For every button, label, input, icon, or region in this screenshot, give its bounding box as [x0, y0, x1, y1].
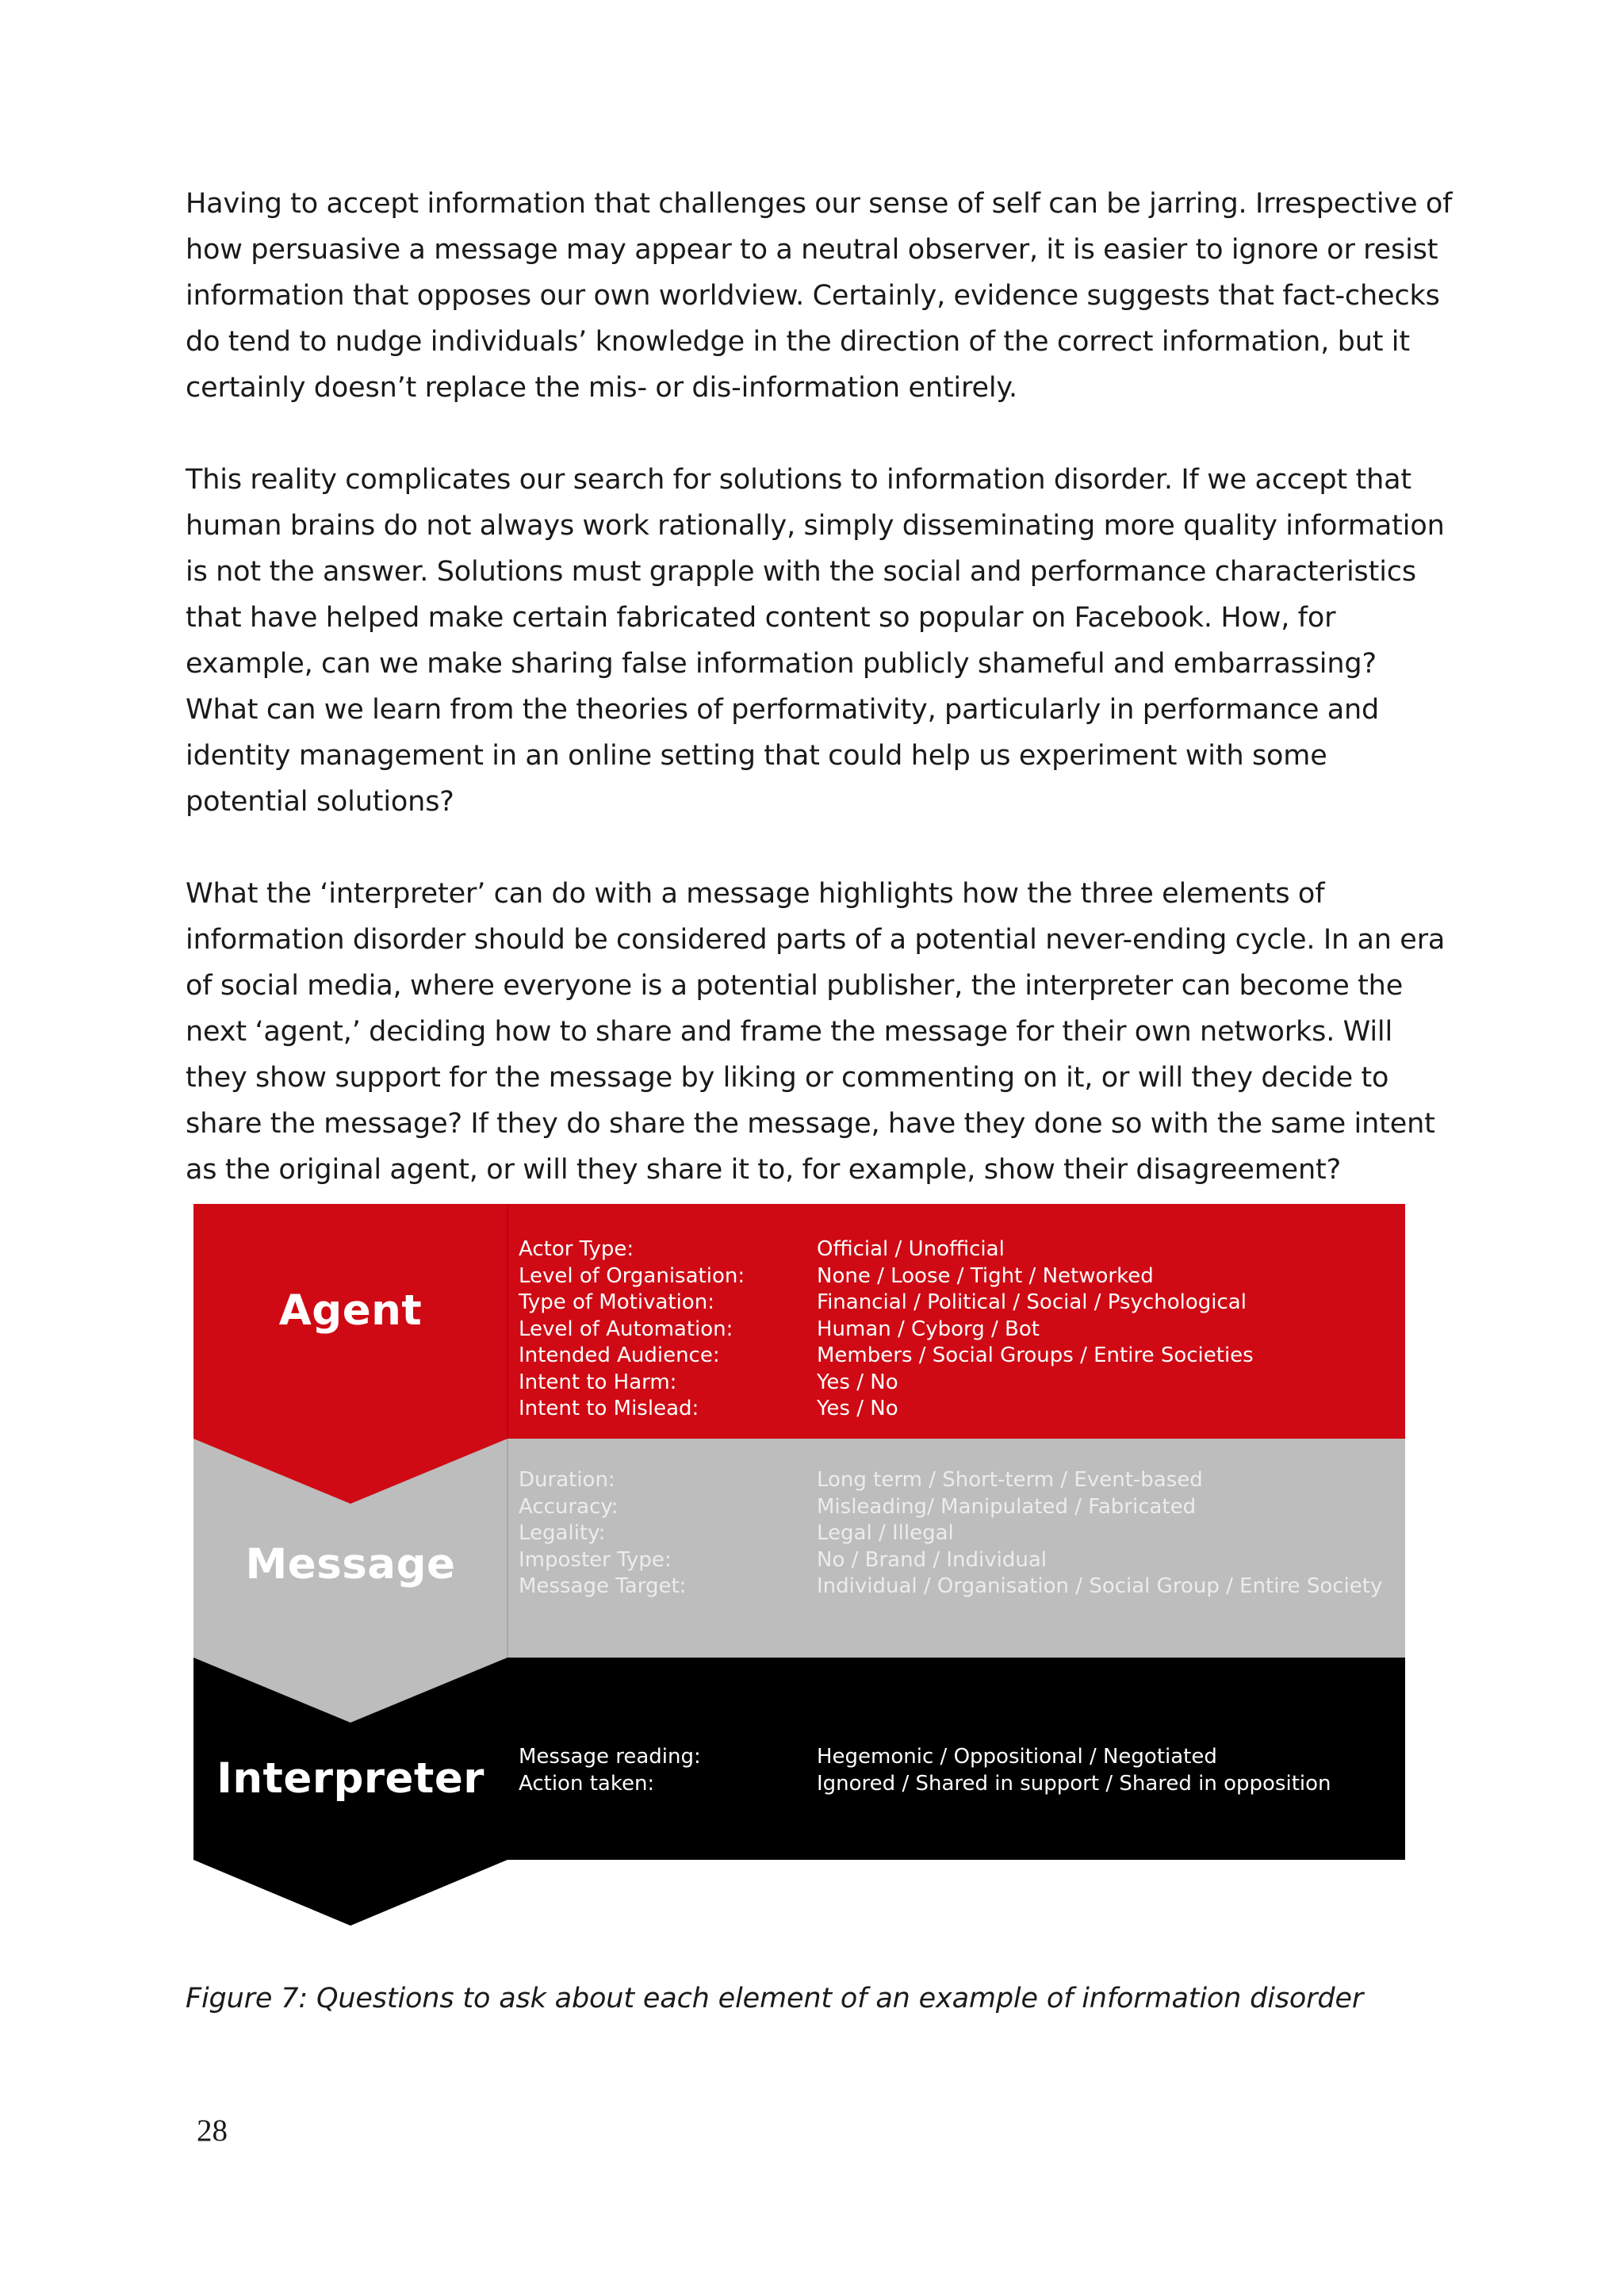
attribute-value: Ignored / Shared in support / Shared in opposition	[817, 1771, 1331, 1796]
attribute-value: Members / Social Groups / Entire Societies	[817, 1343, 1254, 1367]
attribute-key: Accuracy:	[519, 1494, 619, 1519]
attribute-value: Long term / Short-term / Event-based	[817, 1468, 1203, 1492]
attribute-key: Intent to Mislead:	[519, 1397, 699, 1420]
attribute-key: Imposter Type:	[519, 1547, 672, 1572]
body-text	[186, 181, 1454, 1193]
attribute-value: Yes / No	[817, 1370, 898, 1394]
attribute-value: Hegemonic / Oppositional / Negotiated	[817, 1745, 1217, 1769]
message-row	[193, 1439, 1405, 1658]
attribute-key: Legality:	[519, 1521, 606, 1545]
attribute-value: Legal / Illegal	[817, 1521, 954, 1545]
attribute-key: Message Target:	[519, 1574, 687, 1598]
message-title: Message	[245, 1540, 456, 1589]
attribute-key: Actor Type:	[519, 1237, 634, 1261]
interpreter-row	[193, 1658, 1405, 1860]
attribute-key: Type of Motivation:	[519, 1290, 714, 1314]
figure-caption: Figure 7: Questions to ask about each element of an example of information disorder	[186, 1983, 1364, 2014]
attribute-value: Official / Unofficial	[817, 1237, 1005, 1261]
attribute-key: Intended Audience:	[519, 1343, 720, 1367]
attribute-key: Action taken:	[519, 1771, 655, 1796]
information-disorder-figure	[193, 1204, 1405, 1926]
attribute-value: Financial / Political / Social / Psychological	[817, 1290, 1247, 1314]
attribute-value: None / Loose / Tight / Networked	[817, 1263, 1154, 1288]
attribute-value: Yes / No	[817, 1397, 898, 1420]
paragraph: This reality complicates our search for solutions to information disorder. If we accept that human brains do not always work rationally, simply disseminating more quality information is not the answer. Solutions must grapple with the social and performance characteristics that have helped make certain fabricated content so popular on Facebook. How, for example, can we make sharing false information publicly shameful and embarrassing? What can we learn from the theories of performativity, particularly in performance and identity management in an online setting that could help us experiment with some potential solutions?	[186, 464, 1445, 818]
agent-title: Agent	[278, 1286, 423, 1335]
paragraph: Having to accept information that challenges our sense of self can be jarring. Irrespective of how persuasive a message may appear to a neutral observer, it is easier to ignore or resist information that opposes our own worldview. Certainly, evidence suggests that fact-checks do tend to nudge individuals’ knowledge in the direction of the correct information, but it certainly doesn’t replace the mis- or dis-information entirely.	[186, 188, 1453, 404]
paragraph: What the ‘interpreter’ can do with a message highlights how the three elements of information disorder should be considered parts of a potential never-ending cycle. In an era of social media, where everyone is a potential publisher, the interpreter can become the next ‘agent,’ deciding how to share and frame the message for their own networks. Will they show support for the message by liking or commenting on it, or will they decide to share the message? If they do share the message, have they done so with the same intent as the original agent, or will they share it to, for example, show their disagreement?	[186, 878, 1446, 1186]
attribute-value: Human / Cyborg / Bot	[817, 1317, 1040, 1341]
interpreter-title: Interpreter	[216, 1754, 485, 1803]
attribute-key: Intent to Harm:	[519, 1370, 677, 1394]
page-number: 28	[197, 2114, 228, 2148]
attribute-value: Individual / Organisation / Social Group / Entire Society	[817, 1574, 1383, 1598]
attribute-key: Message reading:	[519, 1745, 701, 1769]
attribute-key: Level of Organisation:	[519, 1263, 745, 1288]
attribute-value: No / Brand / Individual	[817, 1547, 1047, 1572]
agent-row	[193, 1204, 1405, 1439]
attribute-key: Duration:	[519, 1468, 615, 1492]
attribute-key: Level of Automation:	[519, 1317, 733, 1341]
attribute-value: Misleading/ Manipulated / Fabricated	[817, 1494, 1197, 1519]
